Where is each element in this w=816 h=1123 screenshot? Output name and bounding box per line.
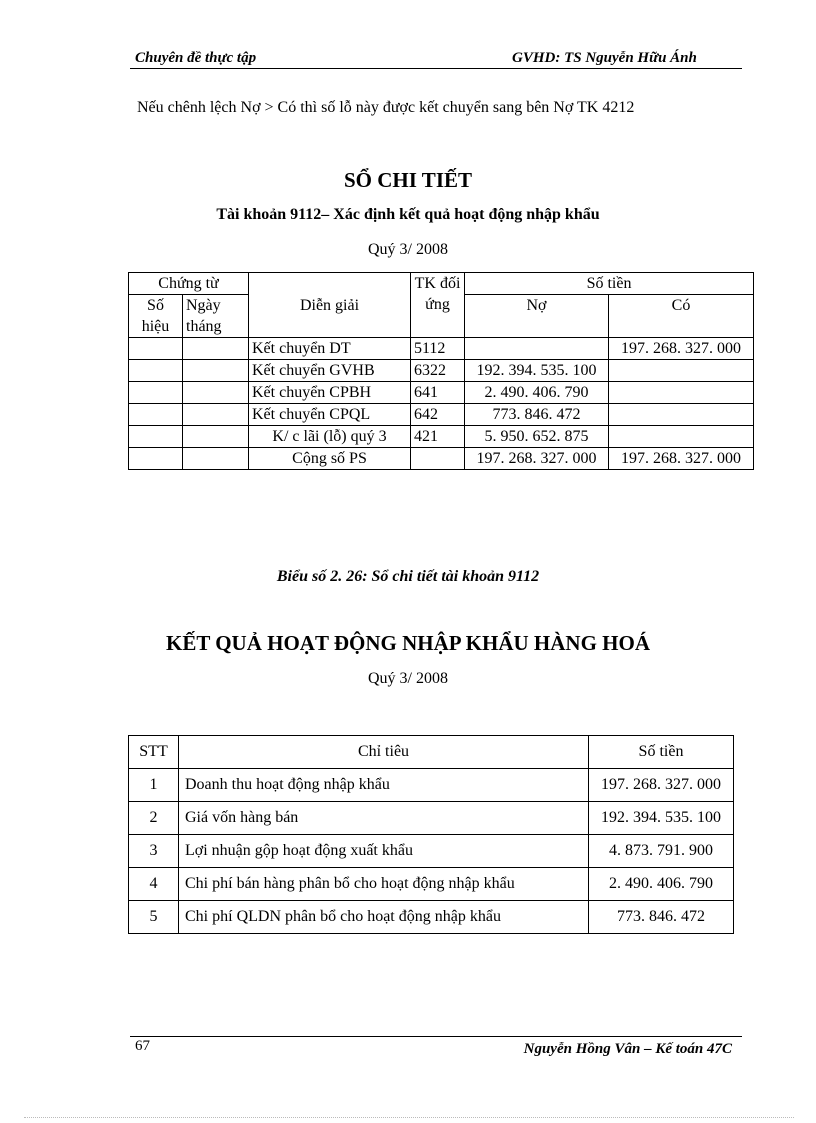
ledger-total-row [129,448,754,470]
description-header: Diễn giải [249,273,411,338]
voucher-no-cell [129,338,183,360]
description-cell: Kết chuyển DT [249,338,411,360]
debit-header: Nợ [465,295,609,338]
contra-account-cell [411,448,465,470]
results-header-row [129,736,734,769]
table-row [129,835,734,868]
table-row [129,426,754,448]
credit-cell [609,404,754,426]
table-row [129,901,734,934]
voucher-date-header: Ngày tháng [183,295,249,338]
table-row [129,382,754,404]
voucher-date-cell [183,404,249,426]
voucher-date-cell [183,360,249,382]
voucher-no-cell [129,382,183,404]
header-divider [130,68,742,69]
debit-cell: 197. 268. 327. 000 [465,448,609,470]
contra-account-cell: 6322 [411,360,465,382]
table-row [129,769,734,802]
ledger-table [128,272,754,470]
description-cell: Cộng số PS [249,448,411,470]
voucher-no-cell [129,426,183,448]
voucher-date-cell [183,448,249,470]
table-row [129,802,734,835]
footer-author: Nguyễn Hồng Vân – Kế toán 47C [523,1041,732,1057]
ledger-header-row [129,273,754,295]
table-row [129,868,734,901]
stt-cell: 1 [129,769,179,802]
ledger-caption: Biểu số 2. 26: Sổ chi tiết tài khoản 9112 [276,568,540,585]
table-row [129,404,754,426]
voucher-no-cell [129,404,183,426]
item-header: Chỉ tiêu [179,736,589,769]
contra-account-header: TK đối ứng [411,273,465,338]
credit-cell: 197. 268. 327. 000 [609,338,754,360]
stt-cell: 4 [129,868,179,901]
stt-header: STT [129,736,179,769]
debit-cell [465,338,609,360]
amount-cell: 192. 394. 535. 100 [589,802,734,835]
table-row [129,360,754,382]
debit-cell: 192. 394. 535. 100 [465,360,609,382]
amount-header: Số tiền [589,736,734,769]
voucher-no-header: Số hiệu [129,295,183,338]
description-cell: Kết chuyển CPBH [249,382,411,404]
amount-cell: 2. 490. 406. 790 [589,868,734,901]
debit-cell: 773. 846. 472 [465,404,609,426]
ledger-title: SỔ CHI TIẾT [344,168,472,192]
contra-account-cell: 641 [411,382,465,404]
voucher-date-cell [183,426,249,448]
stt-cell: 3 [129,835,179,868]
credit-cell [609,426,754,448]
footer-divider [130,1036,742,1037]
amount-cell: 4. 873. 791. 900 [589,835,734,868]
item-cell: Chi phí bán hàng phân bổ cho hoạt động nhập khẩu [179,868,589,901]
stt-cell: 2 [129,802,179,835]
credit-cell: 197. 268. 327. 000 [609,448,754,470]
debit-cell: 5. 950. 652. 875 [465,426,609,448]
amount-cell: 773. 846. 472 [589,901,734,934]
table-row [129,338,754,360]
description-cell: Kết chuyển GVHB [249,360,411,382]
voucher-no-cell [129,360,183,382]
page-number: 67 [135,1038,150,1054]
voucher-date-cell [183,382,249,404]
results-table [128,735,734,934]
item-cell: Giá vốn hàng bán [179,802,589,835]
ledger-period: Quý 3/ 2008 [368,241,448,258]
credit-cell [609,360,754,382]
debit-cell: 2. 490. 406. 790 [465,382,609,404]
ledger-subtitle: Tài khoản 9112– Xác định kết quả hoạt động nhập khẩu [216,206,600,223]
results-title: KẾT QUẢ HOẠT ĐỘNG NHẬP KHẨU HÀNG HOÁ [165,631,650,655]
voucher-no-cell [129,448,183,470]
header-right: GVHD: TS Nguyễn Hữu Ánh [512,50,697,66]
amount-header: Số tiền [465,273,754,295]
item-cell: Chi phí QLDN phân bổ cho hoạt động nhập khẩu [179,901,589,934]
page-edge-divider [24,1117,794,1118]
item-cell: Lợi nhuận gộp hoạt động xuất khẩu [179,835,589,868]
contra-account-cell: 421 [411,426,465,448]
header-left: Chuyên đề thực tập [135,50,257,66]
results-period: Quý 3/ 2008 [368,670,448,687]
item-cell: Doanh thu hoạt động nhập khẩu [179,769,589,802]
note-text: Nếu chênh lệch Nợ > Có thì số lỗ này được kết chuyển sang bên Nợ TK 4212 [137,99,635,116]
description-cell: K/ c lãi (lỗ) quý 3 [249,426,411,448]
voucher-date-cell [183,338,249,360]
credit-header: Có [609,295,754,338]
credit-cell [609,382,754,404]
stt-cell: 5 [129,901,179,934]
amount-cell: 197. 268. 327. 000 [589,769,734,802]
contra-account-cell: 5112 [411,338,465,360]
voucher-header: Chứng từ [129,273,249,295]
description-cell: Kết chuyển CPQL [249,404,411,426]
contra-account-cell: 642 [411,404,465,426]
